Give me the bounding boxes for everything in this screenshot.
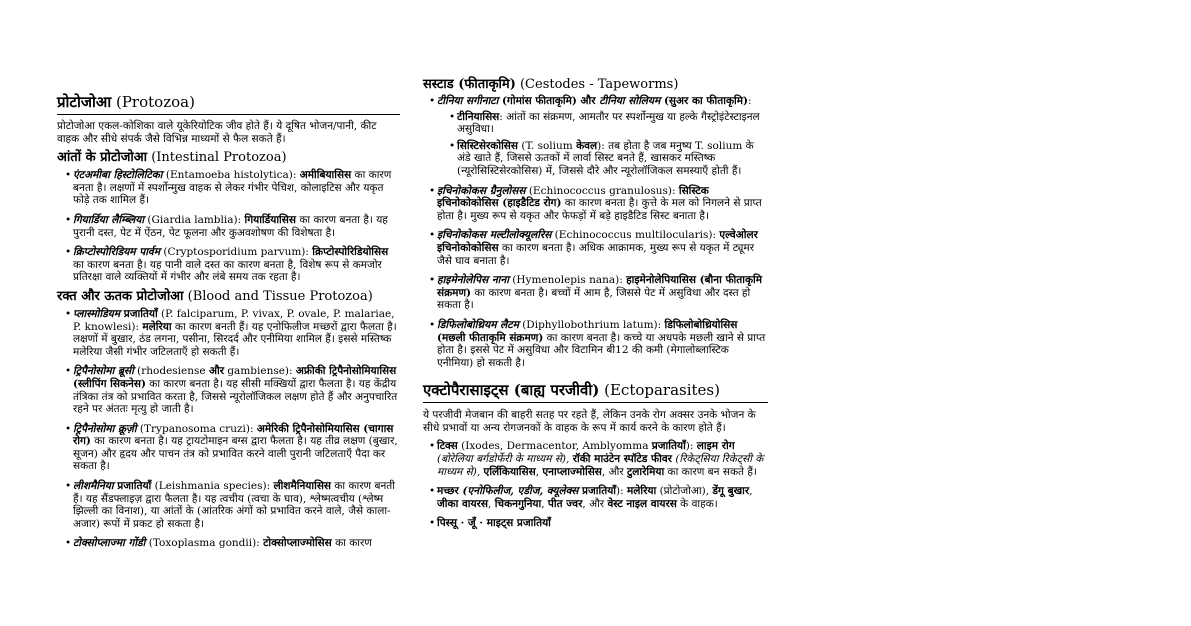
right-column (423, 0, 768, 530)
list-item: • डिफिलोबोथ्रियम लैटम (Diphyllobothrium latum): डिफिलोबोथ्रियोसिस (मछली फीताकृमि संक्रमण) का कारण बनता है। कच्चे या अधपके मछली खाने से प्राप्त होता है। इससे पेट में असुविधा और विटामिन बी12 की कमी (मेगालोब्लास्टिक एनीमिया) हो सकती है। (429, 319, 768, 369)
intestinal-heading: आंतों के प्रोटोजोआ (Intestinal Protozoa) (57, 150, 287, 166)
taenia-sublist (449, 111, 768, 178)
list-item: • मच्छर (एनोफिलीज, एडीज, क्यूलेक्स प्रजातियाँ): मलेरिया (प्रोटोजोआ), डेंगू बुखार, जीका वायरस, चिकनगुनिया, पीत ज्वर, और वेस्ट नाइल वायरस के वाहक। (429, 485, 768, 510)
list-item: • टोक्सोप्लाज्मा गोंडी (Toxoplasma gondii): टोक्सोप्लाज्मोसिस का कारण (65, 537, 400, 550)
list-item: • प्लास्मोडियम प्रजातियाँ (P. falciparum, P. vivax, P. ovale, P. malariae, P. knowlesi): मलेरिया का कारण बनती हैं। यह एनोफिलीज मच्छरों द्वारा फैलता है। लक्षणों में बुखार, ठंड लगना, पसीना, सिरदर्द और एनीमिया शामिल हैं। इससे मस्तिष्क मलेरिया जैसी गंभीर जटिलताएँ हो सकती हैं। (65, 308, 400, 358)
blood-tissue-list (65, 308, 400, 550)
list-item: • हाइमेनोलेपिस नाना (Hymenolepis nana): हाइमेनोलेपियासिस (बौना फीताकृमि संक्रमण) का कारण बनता है। बच्चों में आम है, जिससे पेट में असुविधा और दस्त हो सकता है। (429, 274, 768, 312)
list-item: • ट्रिपैनोसोमा ब्रूसी (rhodesiense और gambiense): अफ्रीकी ट्रिपैनोसोमियासिस (स्लीपिंग सिकनेस) का कारण बनता है। यह सीसी मक्खियों द्वारा फैलता है। यह केंद्रीय तंत्रिका तंत्र को प्रभावित करता है, जिससे न्यूरोलॉजिकल लक्षण होते हैं और अनुपचारित रहने पर अंततः मृत्यु हो जाती है। (65, 365, 400, 415)
ectoparasite-list (429, 440, 768, 530)
cestode-list (429, 95, 768, 369)
protozoa-heading: प्रोटोजोआ (Protozoa) (57, 93, 400, 115)
list-item: • लीशमैनिया प्रजातियाँ (Leishmania species): लीशमैनियासिस का कारण बनती हैं। यह सैंडफ्लाइज़ द्वारा फैलता है। यह त्वचीय (त्वचा के घाव), श्लेष्मत्वचीय (श्लेष्म झिल्ली का विनाश), या आंतों के (आंतरिक अंगों को प्रभावित करने वाले, जैसे काला-अजार) रूपों में प्रकट हो सकता है। (65, 480, 400, 530)
list-item: • क्रिप्टोस्पोरिडियम पार्वम (Cryptosporidium parvum): क्रिप्टोस्पोरिडियोसिस का कारण बनता है। यह पानी वाले दस्त का कारण बनता है, विशेष रूप से कमजोर प्रतिरक्षा वाले व्यक्तियों में गंभीर और लंबे समय तक रहता है। (65, 246, 400, 284)
list-item: • इचिनोकोकस मल्टीलोक्यूलरिस (Echinococcus multilocularis): एल्वेओलर इचिनोकोकोसिस का कारण बनता है। अधिक आक्रामक, मुख्य रूप से यकृत में ट्यूमर जैसे घाव बनाता है। (429, 229, 768, 267)
cestodes-heading: सस्टाड (फीताकृमि) (Cestodes - Tapeworms) (423, 77, 679, 92)
list-item: • ट्रिपैनोसोमा क्रूज़ी (Trypanosoma cruzi): अमेरिकी ट्रिपैनोसोमियासिस (चागास रोग) का कारण बनता है। यह ट्रायटोमाइन बग्स द्वारा फैलता है। यह तीव्र लक्षण (बुखार, सूजन) और हृदय और पाचन तंत्र को प्रभावित करने वाली पुरानी जटिलताएँ पैदा कर सकता है। (65, 423, 400, 473)
left-column (57, 0, 400, 550)
list-item: • एंटअमीबा हिस्टोलिटिका (Entamoeba histolytica): अमीबियासिस का कारण बनता है। लक्षणों में स्पर्शोन्मुख वाहक से लेकर गंभीर पेचिश, कोलाइटिस और यकृत फोड़े तक शामिल हैं। (65, 169, 400, 207)
list-item: • गियार्डिया लैम्ब्लिया (Giardia lamblia): गियार्डियासिस का कारण बनता है। यह पुरानी दस्त, पेट में ऐंठन, पेट फूलना और कुअवशोषण की विशेषता है। (65, 214, 400, 239)
list-item: • टीनियासिस: आंतों का संक्रमण, आमतौर पर स्पर्शोन्मुख या हल्के गैस्ट्रोइंटेस्टाइनल असुविधा। (449, 111, 768, 136)
protozoa-intro: प्रोटोजोआ एकल-कोशिका वाले यूकेरियोटिक जीव होते हैं। ये दूषित भोजन/पानी, कीट वाहक और सीधे संपर्क जैसे विभिन्न माध्यमों से फैल सकते हैं। (57, 120, 377, 145)
blood-tissue-heading: रक्त और ऊतक प्रोटोजोआ (Blood and Tissue Protozoa) (57, 288, 373, 304)
list-item: • टिक्स (Ixodes, Dermacentor, Amblyomma प्रजातियाँ): लाइम रोग (बोरेलिया बर्गडोर्फेरी के माध्यम से), रॉकी माउंटेन स्पॉटेड फीवर (रिकेट्सिया रिकेट्सी के माध्यम से), एर्लिकियासिस, एनाप्लाज्मोसिस, और टुलारेमिया का कारण बन सकते हैं। (429, 440, 768, 478)
ectoparasites-heading: एक्टोपैरासाइट्स (बाह्य परजीवी) (Ectoparasites) (423, 381, 768, 403)
list-item: • सिस्टिसेरकोसिस (T. solium केवल): तब होता है जब मनुष्य T. solium के अंडे खाते हैं, जिससे ऊतकों में लार्वा सिस्ट बनते हैं, खासकर मस्तिष्क (न्यूरोसिस्टिसेरकोसिस) में, जिससे दौरे और न्यूरोलॉजिकल समस्याएँ होती हैं। (449, 140, 768, 178)
list-item: • पिस्सू · जूँ · माइट्स प्रजातियाँ (429, 517, 768, 530)
list-item: • टीनिया सगीनाटा (गोमांस फीताकृमि) और टीनिया सोलियम (सुअर का फीताकृमि): • टीनियासिस: आंतों का संक्रमण, आमतौर पर स्पर्शोन्मुख या हल्के गैस्ट्रोइंटेस्टाइनल असुविधा। • सिस्टिसेरकोसिस (T. solium केवल): तब होता है जब मनुष्य T. solium के अंडे खाते हैं, जिससे ऊतकों में लार्वा सिस्ट बनते हैं, खासकर मस्तिष्क (न्यूरोसिस्टिसेरकोसिस) में, जिससे दौरे और न्यूरोलॉजिकल समस्याएँ होती हैं। (429, 95, 768, 178)
intestinal-list (65, 169, 400, 284)
list-item: • इचिनोकोकस ग्रैनुलोसस (Echinococcus granulosus): सिस्टिक इचिनोकोकोसिस (हाइडैटिड रोग) का कारण बनता है। कुत्ते के मल को निगलने से प्राप्त होता है। मुख्य रूप से यकृत और फेफड़ों में बड़े हाइडैटिड सिस्ट बनाता है। (429, 185, 768, 223)
ectoparasites-intro: ये परजीवी मेजबान की बाहरी सतह पर रहते हैं, लेकिन उनके रोग अक्सर उनके भोजन के सीधे प्रभावों या अन्य रोगजनकों के वाहक के रूप में कार्य करने के कारण होते हैं। (423, 409, 756, 434)
